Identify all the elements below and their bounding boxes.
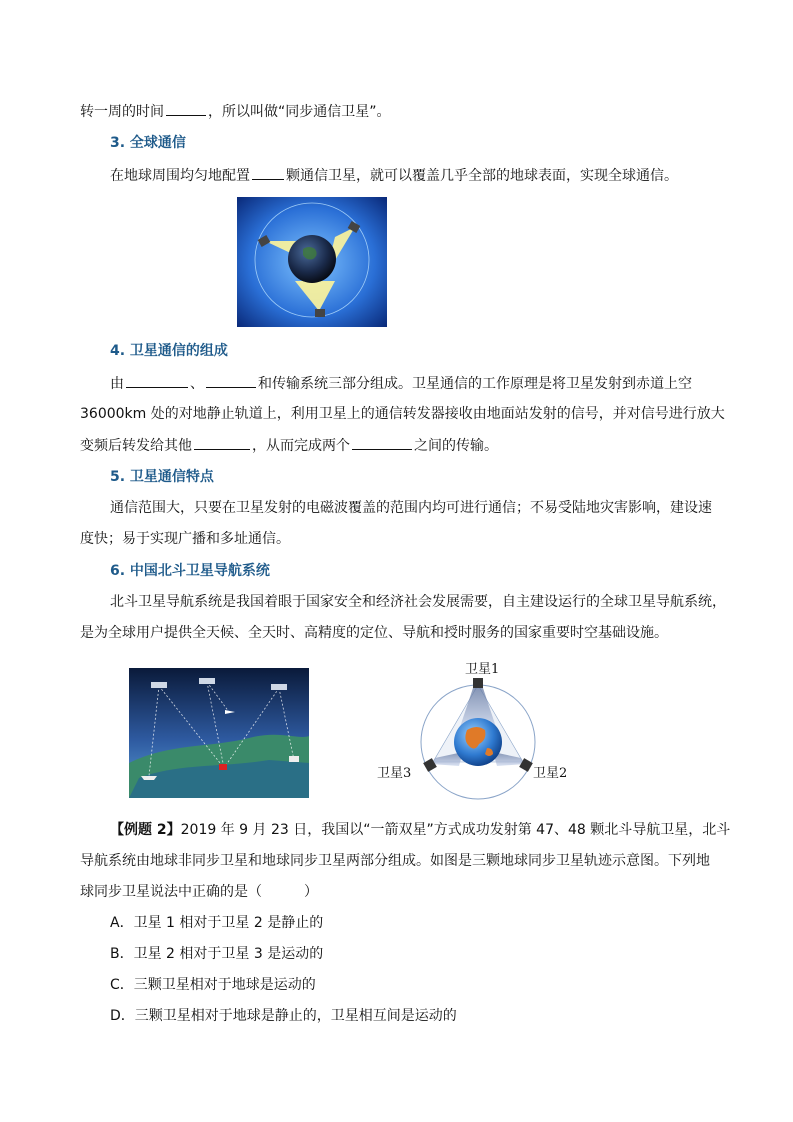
fill-blank[interactable] [166,101,206,116]
section4-line1 [110,373,692,394]
orbit-diagram [375,660,575,800]
section6-line2: 是为全球用户提供全天候、全天时、高精度的定位、导航和授时服务的国家重要时空基础设施。 [80,625,668,641]
section5-line2: 度快；易于实现广播和多址通信。 [80,531,290,547]
label-satellite-3: 卫星3 [377,766,412,781]
section5-line1: 通信范围大，只要在卫星发射的电磁波覆盖的范围内均可进行通信；不易受陆地灾害影响，建设速 [110,500,712,516]
section3-text-part1: 在地球周围均匀地配置 [110,168,250,184]
satellite-icon [473,678,483,688]
option-a[interactable]: A．卫星 1 相对于卫星 2 是静止的 [110,915,324,931]
section6-line1: 北斗卫星导航系统是我国着眼于国家安全和经济社会发展需要，自主建设运行的全球卫星导航系统， [110,594,726,610]
top-paragraph [80,101,391,122]
section4-line1-a: 由 [110,376,124,392]
vehicle-icon [289,756,299,762]
example-line3: 球同步卫星说法中正确的是（ ） [80,884,318,900]
section4-heading: 4. 卫星通信的组成 [110,343,228,359]
fill-blank[interactable] [126,373,188,388]
section5-heading: 5. 卫星通信特点 [110,469,214,485]
section4-line3-a: 变频后转发给其他 [80,438,192,454]
section4-line1-sep: 、 [190,376,204,392]
top-text-part1: 转一周的时间 [80,104,164,120]
section4-line1-b: 和传输系统三部分组成。卫星通信的工作原理是将卫星发射到赤道上空 [258,376,692,392]
option-b[interactable]: B．卫星 2 相对于卫星 3 是运动的 [110,946,324,962]
label-satellite-1: 卫星1 [465,662,500,677]
section4-line2: 36000km 处的对地静止轨道上，利用卫星上的通信转发器接收由地面站发射的信号，并对信号进行放大 [80,406,725,422]
fill-blank[interactable] [206,373,256,388]
example-line1-text: 2019 年 9 月 23 日，我国以“一箭双星”方式成功发射第 47、48 颗北斗导航卫星，北斗 [180,822,731,838]
fill-blank[interactable] [194,435,250,450]
section3-text [110,165,678,186]
fill-blank[interactable] [252,165,284,180]
section4-line3-b: ，从而完成两个 [252,438,350,454]
section3-heading: 3. 全球通信 [110,135,186,151]
beidou-network-figure [129,668,309,798]
section4-line3-c: 之间的传输。 [414,438,498,454]
section3-text-part2: 颗通信卫星，就可以覆盖几乎全部的地球表面，实现全球通信。 [286,168,678,184]
label-satellite-2: 卫星2 [533,766,568,781]
fill-blank[interactable] [352,435,412,450]
example-tag: 【例题 2】 [110,822,181,838]
top-text-part2: ，所以叫做“同步通信卫星”。 [208,104,391,120]
option-c[interactable]: C．三颗卫星相对于地球是运动的 [110,977,316,993]
section4-line3 [80,435,498,456]
example-line1 [110,820,730,840]
option-d[interactable]: D．三颗卫星相对于地球是静止的，卫星相互间是运动的 [110,1008,457,1024]
example-line2: 导航系统由地球非同步卫星和地球同步卫星两部分组成。如图是三颗地球同步卫星轨迹示意图。下列地 [80,853,710,869]
global-communication-figure [237,197,387,327]
satellite-icon [315,309,325,317]
section6-heading: 6. 中国北斗卫星导航系统 [110,563,270,579]
